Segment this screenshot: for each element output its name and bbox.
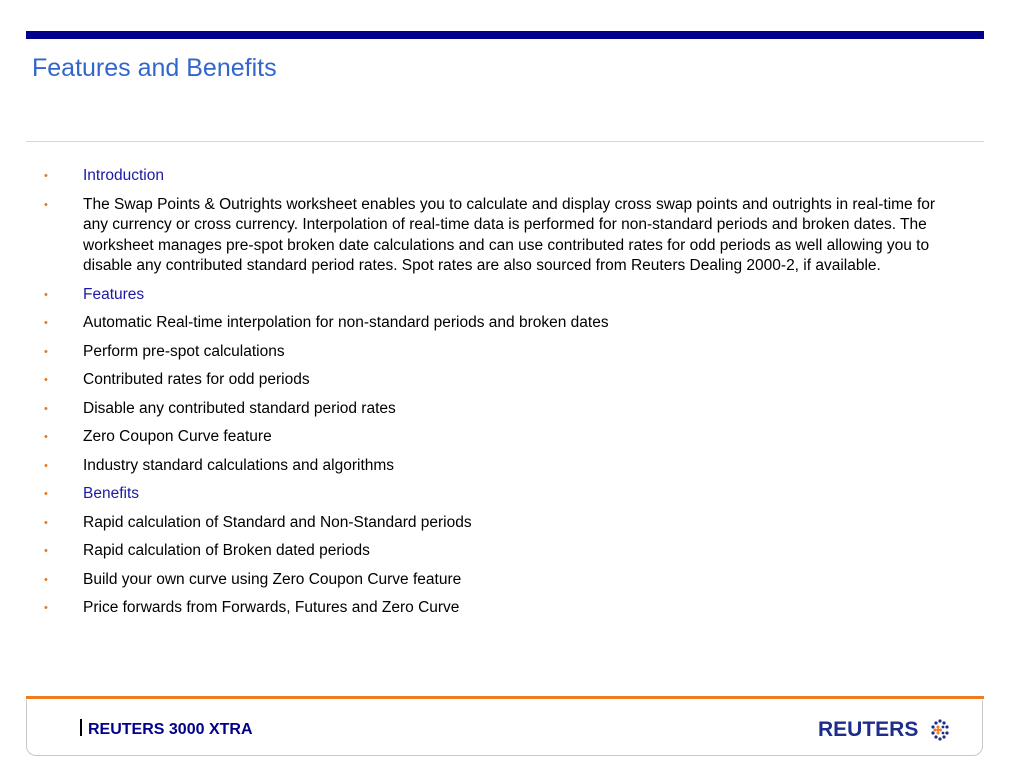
bullet-text: Price forwards from Forwards, Futures and Zero Curve xyxy=(83,599,460,616)
footer-separator xyxy=(80,719,82,736)
title-divider xyxy=(26,141,984,142)
bullet-text: Rapid calculation of Standard and Non-Standard periods xyxy=(83,513,472,531)
bullet-dot-icon: • xyxy=(44,573,48,586)
bullet-dot-icon: • xyxy=(44,170,48,182)
bullet-dot-icon: • xyxy=(44,545,48,557)
bullet-text: Automatic Real-time interpolation for non-standard periods and broken dates xyxy=(83,314,609,331)
bullet-text: Introduction xyxy=(83,167,164,184)
footer-product-name xyxy=(80,719,253,739)
top-accent-bar xyxy=(26,31,984,39)
bullet-dot-icon: • xyxy=(44,317,48,329)
bullet-item xyxy=(40,541,940,562)
bullet-text: Perform pre-spot calculations xyxy=(83,342,285,360)
bullet-item xyxy=(40,399,940,420)
bullet-dot-icon: • xyxy=(44,345,48,358)
footer-product-label: REUTERS 3000 XTRA xyxy=(88,721,253,738)
reuters-logo-text: REUTERS xyxy=(818,718,919,741)
bullet-text: Features xyxy=(83,285,145,303)
bullet-item xyxy=(40,598,940,619)
bullet-dot-icon: • xyxy=(44,431,48,443)
bullet-text: Build your own curve using Zero Coupon Curve feature xyxy=(83,570,462,588)
bullet-list xyxy=(40,166,940,627)
bullet-text: Industry standard calculations and algorithms xyxy=(83,456,395,474)
bullet-dot-icon: • xyxy=(44,459,48,472)
bullet-text: Contributed rates for odd periods xyxy=(83,371,310,388)
bullet-item xyxy=(40,570,940,591)
bullet-text: Benefits xyxy=(83,485,140,502)
bullet-text: Zero Coupon Curve feature xyxy=(83,428,272,445)
section-heading-item xyxy=(40,285,940,306)
section-heading-item xyxy=(40,166,940,187)
bullet-item xyxy=(40,313,940,334)
bullet-dot-icon: • xyxy=(44,402,48,415)
footer-accent-line xyxy=(26,696,984,699)
bullet-item xyxy=(40,456,940,477)
bullet-item xyxy=(40,195,940,277)
bullet-text: Rapid calculation of Broken dated periods xyxy=(83,542,370,559)
section-heading-item xyxy=(40,484,940,505)
bullet-dot-icon: • xyxy=(44,602,48,614)
reuters-dot-globe-icon xyxy=(928,718,952,742)
bullet-dot-icon: • xyxy=(44,288,48,301)
bullet-dot-icon: • xyxy=(44,374,48,386)
bullet-item xyxy=(40,342,940,363)
bullet-text: The Swap Points & Outrights worksheet enables you to calculate and display cross swap points and outrights in real-time for any currency or cross currency. Interpolation of real-time data is performed for non-standard periods and broken dates. The worksheet manages pre-spot broken date calculations and can use contributed rates for odd periods as well allowing you to disable any contributed standard period rates. Spot rates are also sourced from Reuters Dealing 2000-2, if available. xyxy=(83,195,936,274)
bullet-item xyxy=(40,427,940,448)
bullet-text: Disable any contributed standard period rates xyxy=(83,399,396,417)
bullet-dot-icon: • xyxy=(44,488,48,500)
bullet-item xyxy=(40,370,940,391)
bullet-item xyxy=(40,513,940,534)
bullet-dot-icon: • xyxy=(44,198,48,211)
slide-title: Features and Benefits xyxy=(32,54,277,82)
bullet-dot-icon: • xyxy=(44,516,48,529)
